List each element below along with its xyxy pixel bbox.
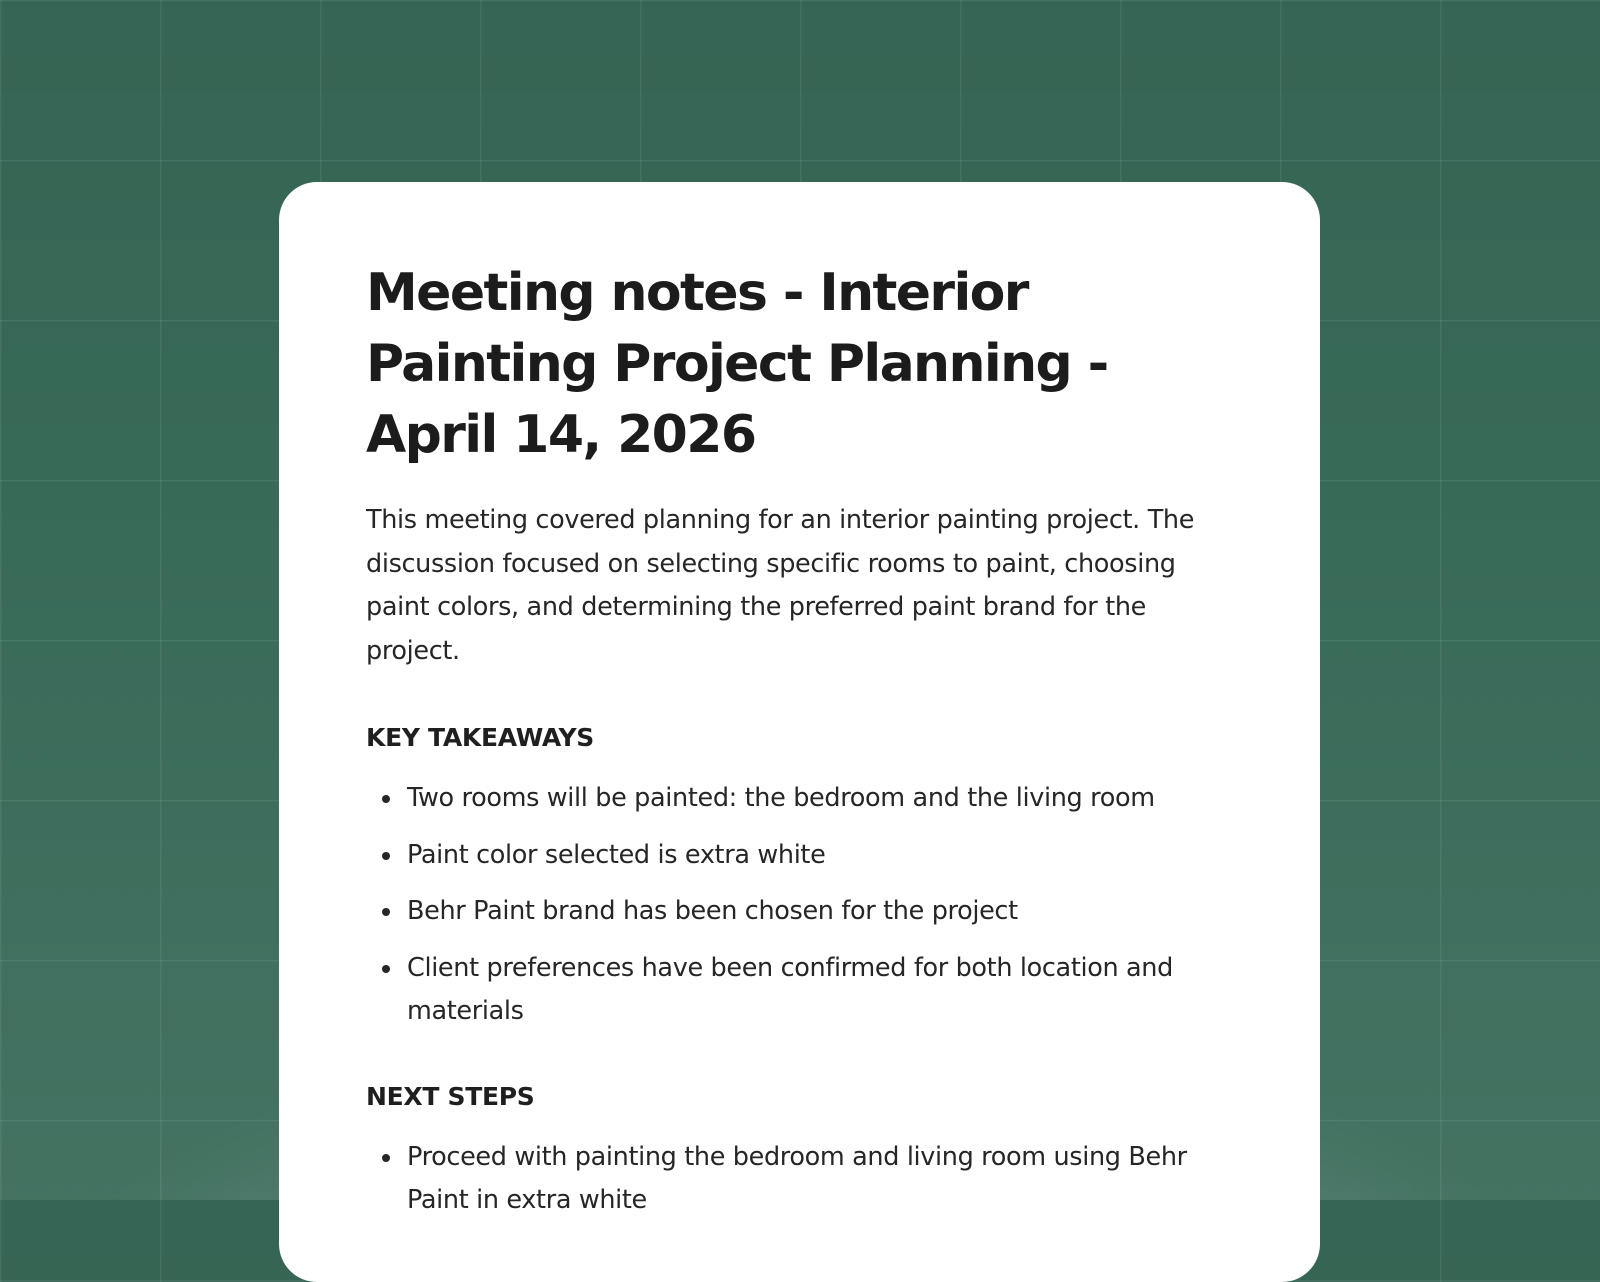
list-item-text: Client preferences have been confirmed for both location and materials — [407, 952, 1173, 1026]
section-heading-next-steps: NEXT STEPS — [366, 1081, 535, 1111]
bullet-icon — [382, 852, 390, 860]
key-takeaways-list — [366, 777, 1234, 1034]
list-item — [366, 947, 1234, 1034]
list-item — [366, 1136, 1234, 1223]
list-item-text: Paint color selected is extra white — [407, 839, 826, 870]
section-heading-key-takeaways: KEY TAKEAWAYS — [366, 723, 595, 752]
list-item — [366, 777, 1234, 821]
summary-paragraph: This meeting covered planning for an interior painting project. The discussion focused on selecting specific rooms to paint, choosing paint colors, and determining the preferred paint brand for the project. — [366, 505, 1195, 666]
page-title: Meeting notes - Interior Painting Project Planning - April 14, 2026 — [366, 263, 1108, 465]
bullet-icon — [382, 965, 390, 973]
bullet-icon — [382, 795, 390, 803]
list-item-text: Behr Paint brand has been chosen for the project — [407, 896, 1018, 926]
list-item — [366, 834, 1234, 878]
next-steps-list — [366, 1136, 1234, 1223]
list-item — [366, 890, 1234, 934]
list-item-text: Proceed with painting the bedroom and living room using Behr Paint in extra white — [407, 1141, 1187, 1215]
bullet-icon — [382, 908, 390, 916]
list-item-text: Two rooms will be painted: the bedroom and the living room — [407, 783, 1155, 813]
notes-card — [279, 182, 1320, 1282]
bullet-icon — [382, 1154, 390, 1162]
